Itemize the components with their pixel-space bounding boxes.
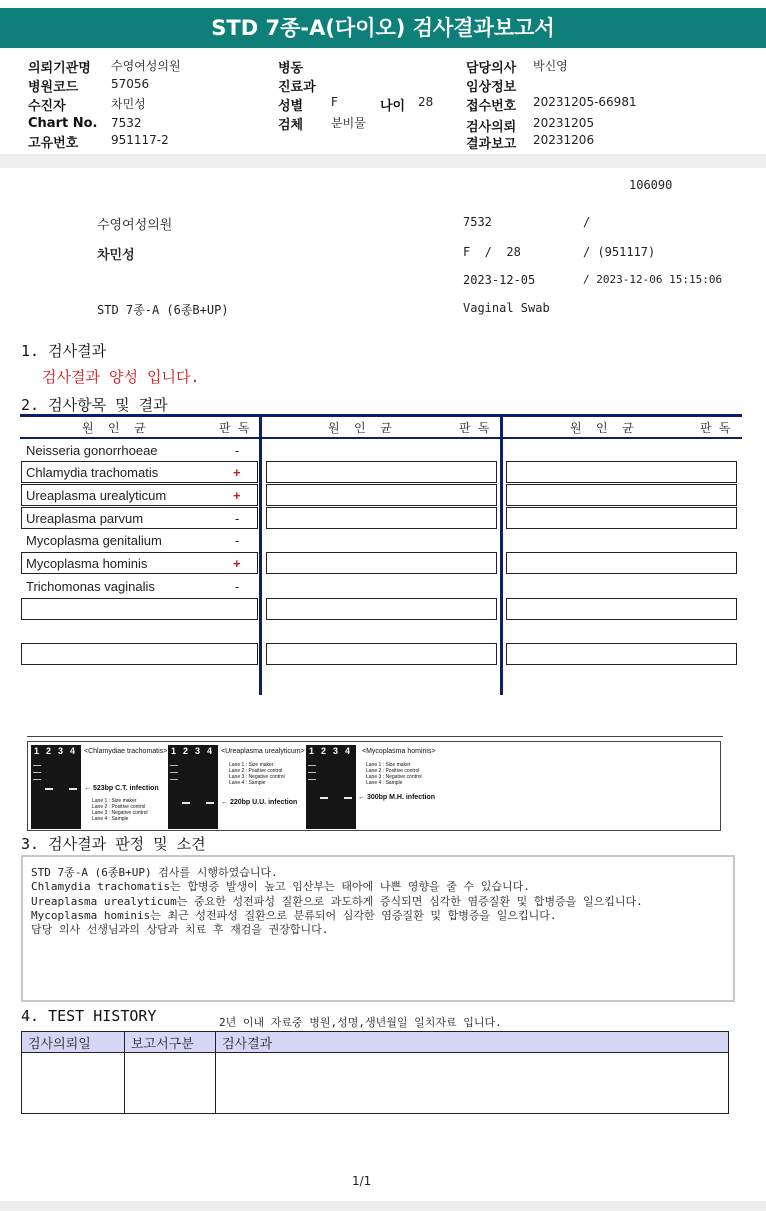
gel-photo [31, 745, 81, 829]
lane-number: 4 [70, 746, 76, 756]
empty-cell [266, 484, 497, 506]
opinion-line: STD 7종-A (6종B+UP) 검사를 시행하였습니다. [31, 866, 278, 879]
empty-cell [266, 552, 497, 574]
header-label: 담당의사 [466, 61, 517, 76]
report-title: STD 7종-A(다이오) 검사결과보고서 [0, 8, 766, 48]
summary-slash: / [583, 215, 591, 229]
empty-cell [506, 643, 737, 665]
gel-legend [229, 762, 285, 786]
summary-sex-age: F / 28 [463, 245, 521, 259]
table-header-border [20, 437, 742, 439]
gel-caption: <Mycoplasma hominis> [362, 748, 436, 755]
section3-title: 3. 검사결과 판정 및 소견 [21, 835, 206, 853]
gel-band-label: ← 523bp C.T. infection [84, 785, 159, 792]
header-label: 병원코드 [28, 80, 79, 95]
header-divider [0, 154, 766, 168]
header-value: 7532 [111, 116, 142, 130]
lane-number: 4 [207, 746, 213, 756]
opinion-line: Chlamydia trachomatis는 합병증 발생이 높고 임산부는 태아에 나쁜 영향을 줄 수 있습니다. [31, 880, 530, 893]
organism-name: Ureaplasma parvum [26, 511, 144, 526]
header-label: 고유번호 [28, 136, 79, 151]
header-label: 성별 [278, 99, 304, 114]
legend-line: Lane 3 : Negative control [229, 774, 285, 780]
empty-cell [506, 507, 737, 529]
opinion-line: Mycoplasma hominis는 최근 성전파성 질환으로 분류되어 심각한 염증질환 및 합병증을 일으킵니다. [31, 909, 557, 922]
summary-birth: / (951117) [583, 245, 656, 259]
header-value: 57056 [111, 77, 150, 91]
lane-number: 4 [345, 746, 351, 756]
legend-line: Lane 1 : Size maker [229, 762, 274, 768]
lane-number: 1 [309, 746, 315, 756]
legend-line: Lane 1 : Size maker [92, 798, 137, 804]
ladder-band [170, 765, 178, 766]
summary-patient: 차민성 [97, 248, 135, 263]
col-header-judge: 판 독 [459, 421, 490, 435]
organism-result: - [235, 511, 240, 526]
gel-band [182, 802, 190, 804]
empty-cell [266, 507, 497, 529]
history-cell [216, 1053, 729, 1114]
ladder-band [33, 779, 41, 780]
history-col-header: 보고서구분 [125, 1032, 216, 1053]
organism-name: Neisseria gonorrhoeae [26, 443, 158, 458]
ladder-band [308, 772, 316, 773]
gel-band [344, 797, 352, 799]
legend-line: Lane 3 : Negative control [366, 774, 422, 780]
header-value: F [331, 95, 338, 109]
gel-legend [366, 762, 422, 786]
age-label: 나이 [380, 99, 406, 114]
ladder-band [33, 765, 41, 766]
legend-line: Lane 4 : Sample [229, 780, 266, 786]
lane-number: 1 [34, 746, 40, 756]
organism-result: - [235, 533, 240, 548]
gel-band [320, 797, 328, 799]
summary-date-reported: / 2023-12-06 15:15:06 [583, 273, 723, 286]
organism-name: Trichomonas vaginalis [26, 579, 155, 594]
result-text: 검사결과 양성 입니다. [42, 368, 200, 386]
header-value: 20231205-66981 [533, 95, 637, 109]
header-label: 임상정보 [466, 80, 517, 95]
result-cell [21, 598, 258, 620]
header-label: 검사의뢰 [466, 120, 517, 135]
age-value: 28 [418, 95, 434, 109]
empty-cell [266, 461, 497, 483]
organism-name: Mycoplasma hominis [26, 556, 148, 571]
history-cell [125, 1053, 216, 1114]
header-label: 결과보고 [466, 137, 517, 152]
opinion-line: 담당 의사 선생님과의 상담과 치료 후 재검을 권장합니다. [31, 923, 329, 936]
header-value: 수영여성의원 [111, 59, 181, 73]
lane-number: 1 [171, 746, 177, 756]
gel-band-label: ← 220bp U.U. infection [221, 799, 298, 806]
header-label: 진료과 [278, 80, 316, 95]
section4-title: 4. TEST HISTORY [21, 1007, 157, 1025]
gel-legend [92, 798, 148, 822]
organism-result: + [233, 465, 241, 480]
empty-cell [506, 552, 737, 574]
history-col-header: 검사의뢰일 [22, 1032, 125, 1053]
result-cell [21, 643, 258, 665]
gel-band [206, 802, 214, 804]
summary-hospital: 수영여성의원 [97, 218, 173, 233]
gel-photo [306, 745, 356, 829]
column-divider [259, 414, 262, 695]
ladder-band [170, 772, 178, 773]
organism-name: Ureaplasma urealyticum [26, 488, 167, 503]
gel-band-label-text: 300bp M.H. infection [366, 794, 436, 801]
legend-line: Lane 2 : Positive control [229, 768, 283, 774]
history-col-header: 검사결과 [216, 1032, 729, 1053]
lane-number: 2 [183, 746, 189, 756]
header-label: 의뢰기관명 [28, 61, 91, 76]
history-cell [22, 1053, 125, 1114]
gel-band [45, 788, 53, 790]
lane-number: 3 [58, 746, 64, 756]
header-label: Chart No. [28, 116, 98, 131]
lane-number: 3 [333, 746, 339, 756]
summary-specimen: Vaginal Swab [463, 301, 550, 315]
legend-line: Lane 3 : Negative control [92, 810, 148, 816]
col-header-organism: 원 인 균 [570, 421, 634, 435]
gel-band-label: ← 300bp M.H. infection [358, 794, 436, 801]
legend-line: Lane 4 : Sample [366, 780, 403, 786]
organism-name: Chlamydia trachomatis [26, 465, 159, 480]
empty-cell [506, 461, 737, 483]
section2-title: 2. 검사항목 및 결과 [21, 396, 168, 414]
empty-cell [506, 484, 737, 506]
legend-line: Lane 4 : Sample [92, 816, 129, 822]
history-note: 2년 이내 자료중 병원,성명,생년월일 일치자료 입니다. [219, 1016, 502, 1029]
header-value: 분비물 [331, 116, 366, 130]
gel-band [69, 788, 77, 790]
col-header-organism: 원 인 균 [328, 421, 392, 435]
header-value: 951117-2 [111, 133, 169, 147]
legend-line: Lane 2 : Positive control [92, 804, 146, 810]
ladder-band [170, 779, 178, 780]
header-value: 20231205 [533, 116, 595, 130]
header-label: 수진자 [28, 99, 66, 114]
header-value: 차민성 [111, 97, 146, 111]
col-header-organism: 원 인 균 [82, 421, 146, 435]
gel-caption: <Ureaplasma urealyticum> [221, 748, 305, 755]
organism-result: + [233, 556, 241, 571]
organism-result: - [235, 443, 240, 458]
lane-number: 2 [321, 746, 327, 756]
report-number: 106090 [629, 178, 673, 192]
empty-cell [266, 643, 497, 665]
footer-band [0, 1201, 766, 1211]
header-label: 접수번호 [466, 99, 517, 114]
ladder-band [308, 765, 316, 766]
organism-name: Mycoplasma genitalium [26, 533, 162, 548]
summary-test: STD 7종-A (6종B+UP) [97, 303, 229, 317]
ladder-band [308, 779, 316, 780]
col-header-judge: 판 독 [219, 421, 250, 435]
organism-result: + [233, 488, 241, 503]
header-label: 병동 [278, 61, 304, 76]
gel-band-label-text: 220bp U.U. infection [229, 799, 298, 806]
section1-title: 1. 검사결과 [21, 342, 107, 360]
gel-top-rule [27, 736, 723, 737]
header-value: 박신영 [533, 59, 568, 73]
gel-band-label-text: 523bp C.T. infection [92, 785, 159, 792]
organism-result: - [235, 579, 240, 594]
column-divider [500, 414, 503, 695]
history-table [21, 1031, 729, 1114]
legend-line: Lane 2 : Positive control [366, 768, 420, 774]
gel-photo [168, 745, 218, 829]
summary-chart: 7532 [463, 215, 492, 229]
opinion-line: Ureaplasma urealyticum는 중요한 성전파성 질환으로 과도하게 증식되면 심각한 염증질환 및 합병증을 일으킵니다. [31, 895, 643, 908]
summary-date-received: 2023-12-05 [463, 273, 536, 287]
col-header-judge: 판 독 [700, 421, 731, 435]
table-top-border [20, 414, 742, 417]
empty-cell [506, 598, 737, 620]
header-label: 검체 [278, 118, 304, 133]
empty-cell [266, 598, 497, 620]
header-value: 20231206 [533, 133, 595, 147]
page-number: 1/1 [352, 1174, 372, 1188]
lane-number: 3 [195, 746, 201, 756]
lane-number: 2 [46, 746, 52, 756]
ladder-band [33, 772, 41, 773]
legend-line: Lane 1 : Size maker [366, 762, 411, 768]
gel-caption: <Chlamydiae trachomatis> [84, 748, 168, 755]
